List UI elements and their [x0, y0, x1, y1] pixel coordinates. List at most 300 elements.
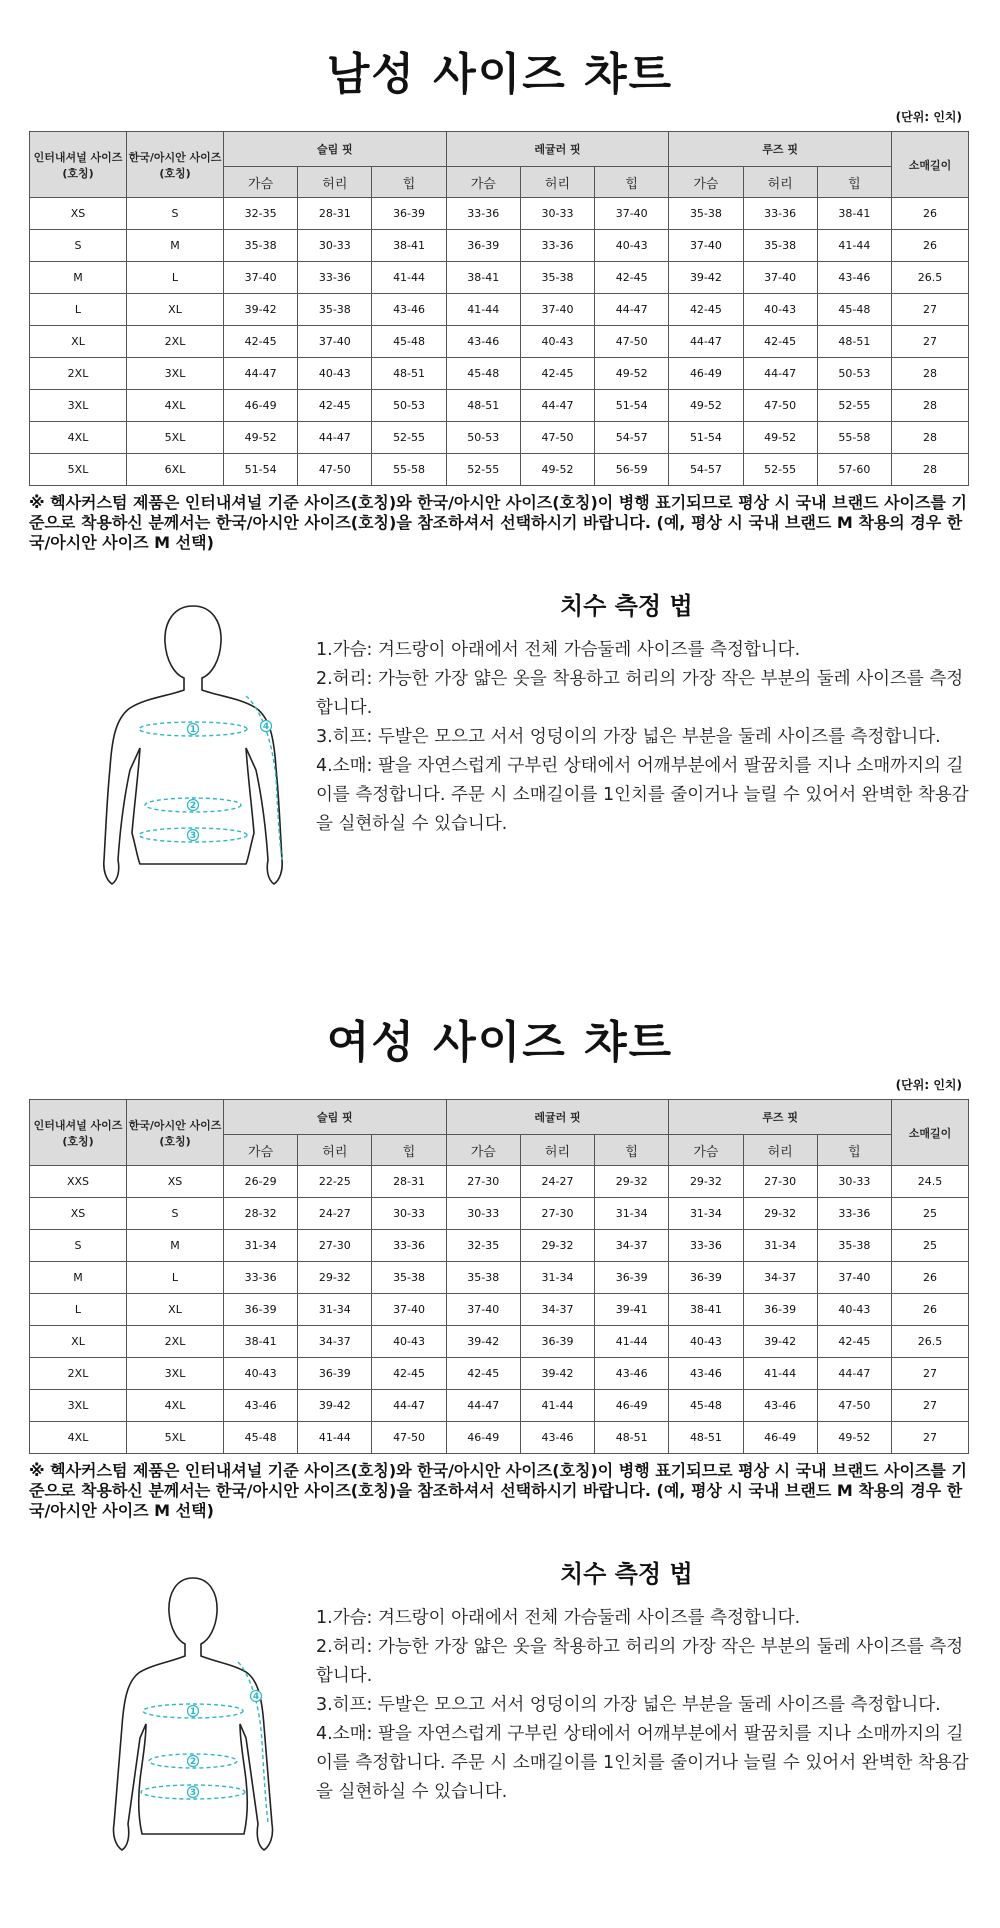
- measurement-cell: 49-52: [669, 390, 743, 422]
- measurement-cell: 38-41: [817, 198, 891, 230]
- col-hip: 힙: [372, 167, 446, 198]
- step-waist: 2.허리: 가능한 가장 얇은 옷을 착용하고 허리의 가장 작은 부분의 둘레 사이즈를 측정합니다.: [316, 669, 964, 718]
- korea-size-cell: XL: [127, 1294, 224, 1326]
- sleeve-cell: 28: [892, 358, 969, 390]
- step-waist: 2.허리: 가능한 가장 얇은 옷을 착용하고 허리의 가장 작은 부분의 둘레 사이즈를 측정합니다.: [316, 1637, 964, 1686]
- measurement-cell: 44-47: [372, 1390, 446, 1422]
- sleeve-cell: 26: [892, 1262, 969, 1294]
- step-chest: 1.가슴: 겨드랑이 아래에서 전체 가슴둘레 사이즈를 측정합니다.: [316, 1608, 801, 1628]
- step-chest: 1.가슴: 겨드랑이 아래에서 전체 가슴둘레 사이즈를 측정합니다.: [316, 640, 801, 660]
- sleeve-cell: 25: [892, 1230, 969, 1262]
- measurement-cell: 47-50: [817, 1390, 891, 1422]
- measurement-cell: 38-41: [446, 262, 520, 294]
- intl-size-cell: L: [30, 294, 127, 326]
- measurement-cell: 38-41: [372, 230, 446, 262]
- korea-size-cell: M: [127, 230, 224, 262]
- intl-size-cell: 3XL: [30, 1390, 127, 1422]
- measurement-cell: 26-29: [224, 1166, 298, 1198]
- measurement-cell: 28-31: [372, 1166, 446, 1198]
- measurement-cell: 40-43: [669, 1326, 743, 1358]
- male-body-illustration: [88, 598, 298, 888]
- measurement-cell: 43-46: [669, 1358, 743, 1390]
- chest-marker-label: 1: [189, 725, 197, 735]
- col-loose-fit: 루즈 핏: [669, 1100, 892, 1135]
- intl-size-cell: XL: [30, 1326, 127, 1358]
- measurement-cell: 33-36: [372, 1230, 446, 1262]
- sleeve-cell: 25: [892, 1198, 969, 1230]
- measurement-cell: 47-50: [743, 390, 817, 422]
- col-hip: 힙: [595, 167, 669, 198]
- women-title: 여성 사이즈 챠트: [326, 1017, 674, 1068]
- measurement-cell: 49-52: [817, 1422, 891, 1454]
- measurement-cell: 35-38: [372, 1262, 446, 1294]
- measurement-cell: 45-48: [817, 294, 891, 326]
- men-body-figure: [88, 598, 298, 888]
- step-hip: 3.히프: 두발은 모으고 서서 엉덩이의 가장 넓은 부분을 둘레 사이즈를 측정합니다.: [316, 1695, 941, 1715]
- sleeve-cell: 26: [892, 198, 969, 230]
- measurement-cell: 44-47: [520, 390, 594, 422]
- measurement-cell: 40-43: [817, 1294, 891, 1326]
- measurement-cell: 43-46: [446, 326, 520, 358]
- col-waist: 허리: [298, 1135, 372, 1166]
- measurement-cell: 35-38: [520, 262, 594, 294]
- measurement-cell: 35-38: [743, 230, 817, 262]
- measurement-cell: 44-47: [817, 1358, 891, 1390]
- col-chest: 가슴: [446, 1135, 520, 1166]
- measurement-cell: 44-47: [669, 326, 743, 358]
- measurement-cell: 47-50: [595, 326, 669, 358]
- men-unit-label: (단위: 인치): [895, 110, 962, 124]
- intl-size-cell: 4XL: [30, 1422, 127, 1454]
- intl-size-cell: XS: [30, 1198, 127, 1230]
- sleeve-marker-label: 4: [262, 722, 270, 732]
- measurement-cell: 43-46: [743, 1390, 817, 1422]
- measurement-cell: 45-48: [372, 326, 446, 358]
- measurement-cell: 35-38: [669, 198, 743, 230]
- measurement-cell: 42-45: [372, 1358, 446, 1390]
- measurement-cell: 46-49: [743, 1422, 817, 1454]
- korea-size-cell: 5XL: [127, 1422, 224, 1454]
- measurement-cell: 31-34: [298, 1294, 372, 1326]
- sleeve-cell: 27: [892, 1358, 969, 1390]
- table-row: [30, 1390, 969, 1422]
- measurement-cell: 44-47: [446, 1390, 520, 1422]
- korea-size-cell: 3XL: [127, 1358, 224, 1390]
- korea-size-cell: 4XL: [127, 390, 224, 422]
- sleeve-cell: 27: [892, 1390, 969, 1422]
- measurement-cell: 52-55: [743, 454, 817, 486]
- col-slim-fit: 슬림 핏: [224, 132, 447, 167]
- measurement-cell: 44-47: [743, 358, 817, 390]
- measurement-cell: 42-45: [669, 294, 743, 326]
- korea-size-cell: 6XL: [127, 454, 224, 486]
- measurement-cell: 40-43: [743, 294, 817, 326]
- measurement-cell: 49-52: [595, 358, 669, 390]
- measurement-cell: 28-31: [298, 198, 372, 230]
- measurement-cell: 41-44: [372, 262, 446, 294]
- measurement-cell: 40-43: [520, 326, 594, 358]
- measurement-cell: 50-53: [372, 390, 446, 422]
- col-waist: 허리: [520, 167, 594, 198]
- korea-size-cell: L: [127, 262, 224, 294]
- measurement-cell: 42-45: [743, 326, 817, 358]
- waist-marker-label: 2: [189, 1757, 197, 1767]
- measurement-cell: 55-58: [372, 454, 446, 486]
- measurement-cell: 55-58: [817, 422, 891, 454]
- measurement-cell: 41-44: [595, 1326, 669, 1358]
- step-sleeve: 4.소매: 팔을 자연스럽게 구부린 상태에서 어깨부분에서 팔꿈치를 지나 소매까지의 길이를 측정합니다. 주문 시 소매길이를 1인치를 줄이거나 늘릴 수 있어서 완벽한 착용감을 실현하실 수 있습니다.: [316, 1724, 969, 1802]
- table-row: [30, 390, 969, 422]
- measurement-cell: 36-39: [372, 198, 446, 230]
- table-row: [30, 294, 969, 326]
- measurement-cell: 41-44: [743, 1358, 817, 1390]
- measurement-cell: 37-40: [446, 1294, 520, 1326]
- measurement-cell: 35-38: [817, 1230, 891, 1262]
- korea-size-cell: XS: [127, 1166, 224, 1198]
- hip-marker-label: 3: [189, 1788, 197, 1798]
- col-hip: 힙: [817, 167, 891, 198]
- col-regular-fit: 레귤러 핏: [446, 1100, 669, 1135]
- measurement-cell: 49-52: [520, 454, 594, 486]
- measurement-cell: 37-40: [372, 1294, 446, 1326]
- korea-size-cell: 2XL: [127, 1326, 224, 1358]
- table-row: [30, 262, 969, 294]
- women-section: [0, 968, 1000, 1928]
- waist-marker-label: 2: [189, 801, 197, 811]
- women-unit-label: (단위: 인치): [895, 1078, 962, 1092]
- measurement-cell: 47-50: [520, 422, 594, 454]
- measurement-cell: 36-39: [298, 1358, 372, 1390]
- women-measure-steps: [316, 1604, 976, 1807]
- measurement-cell: 30-33: [372, 1198, 446, 1230]
- measurement-cell: 37-40: [669, 230, 743, 262]
- measurement-cell: 27-30: [743, 1166, 817, 1198]
- measurement-cell: 43-46: [520, 1422, 594, 1454]
- measurement-cell: 57-60: [817, 454, 891, 486]
- measurement-cell: 37-40: [743, 262, 817, 294]
- sleeve-cell: 26.5: [892, 262, 969, 294]
- measure-lines: [141, 1662, 268, 1822]
- women-body-figure: [88, 1566, 298, 1856]
- measurement-cell: 43-46: [224, 1390, 298, 1422]
- men-title: 남성 사이즈 챠트: [326, 49, 674, 100]
- measurement-cell: 33-36: [743, 198, 817, 230]
- col-hip: 힙: [595, 1135, 669, 1166]
- measurement-cell: 39-42: [224, 294, 298, 326]
- women-measure-title: 치수 측정 법: [560, 1560, 693, 1588]
- measurement-cell: 39-42: [520, 1358, 594, 1390]
- measure-lines: [139, 696, 282, 860]
- measurement-cell: 38-41: [669, 1294, 743, 1326]
- measurement-cell: 39-42: [743, 1326, 817, 1358]
- sleeve-cell: 27: [892, 294, 969, 326]
- measurement-cell: 27-30: [520, 1198, 594, 1230]
- measurement-cell: 42-45: [595, 262, 669, 294]
- sleeve-cell: 26.5: [892, 1326, 969, 1358]
- measurement-cell: 42-45: [298, 390, 372, 422]
- chest-marker-label: 1: [189, 1707, 197, 1717]
- measurement-cell: 54-57: [669, 454, 743, 486]
- hip-marker-label: 3: [189, 831, 197, 841]
- table-row: [30, 358, 969, 390]
- measurement-cell: 47-50: [298, 454, 372, 486]
- measurement-cell: 39-42: [669, 262, 743, 294]
- intl-size-cell: 2XL: [30, 358, 127, 390]
- measurement-cell: 39-42: [298, 1390, 372, 1422]
- measurement-cell: 43-46: [372, 294, 446, 326]
- measurement-cell: 33-36: [224, 1262, 298, 1294]
- measurement-cell: 44-47: [298, 422, 372, 454]
- measurement-cell: 41-44: [817, 230, 891, 262]
- measurement-cell: 28-32: [224, 1198, 298, 1230]
- measurement-cell: 30-33: [446, 1198, 520, 1230]
- measurement-cell: 52-55: [372, 422, 446, 454]
- measurement-cell: 29-32: [743, 1198, 817, 1230]
- measurement-cell: 43-46: [595, 1358, 669, 1390]
- table-row: [30, 1198, 969, 1230]
- measurement-cell: 51-54: [669, 422, 743, 454]
- intl-size-cell: 4XL: [30, 422, 127, 454]
- measurement-cell: 31-34: [669, 1198, 743, 1230]
- measurement-cell: 40-43: [372, 1326, 446, 1358]
- measurement-cell: 34-37: [743, 1262, 817, 1294]
- measurement-cell: 27-30: [446, 1166, 520, 1198]
- col-waist: 허리: [298, 167, 372, 198]
- sleeve-cell: 27: [892, 1422, 969, 1454]
- sleeve-cell: 27: [892, 326, 969, 358]
- col-regular-fit: 레귤러 핏: [446, 132, 669, 167]
- col-loose-fit: 루즈 핏: [669, 132, 892, 167]
- intl-size-cell: L: [30, 1294, 127, 1326]
- korea-size-cell: 2XL: [127, 326, 224, 358]
- measurement-cell: 48-51: [372, 358, 446, 390]
- measurement-cell: 50-53: [446, 422, 520, 454]
- measurement-cell: 29-32: [595, 1166, 669, 1198]
- korea-size-cell: S: [127, 198, 224, 230]
- measurement-cell: 40-43: [224, 1358, 298, 1390]
- sleeve-cell: 24.5: [892, 1166, 969, 1198]
- measurement-cell: 44-47: [595, 294, 669, 326]
- men-measure-steps: [316, 636, 976, 839]
- measurement-cell: 32-35: [446, 1230, 520, 1262]
- measurement-cell: 41-44: [298, 1422, 372, 1454]
- measurement-cell: 27-30: [298, 1230, 372, 1262]
- measurement-cell: 29-32: [669, 1166, 743, 1198]
- measurement-cell: 34-37: [520, 1294, 594, 1326]
- measurement-cell: 35-38: [224, 230, 298, 262]
- men-measure-title: 치수 측정 법: [560, 592, 693, 620]
- table-row: [30, 326, 969, 358]
- measurement-cell: 30-33: [817, 1166, 891, 1198]
- col-waist: 허리: [743, 1135, 817, 1166]
- col-sleeve-length: 소매길이: [892, 132, 969, 198]
- col-chest: 가슴: [224, 1135, 298, 1166]
- col-chest: 가슴: [669, 167, 743, 198]
- measurement-cell: 36-39: [446, 230, 520, 262]
- korea-size-cell: M: [127, 1230, 224, 1262]
- korea-size-cell: L: [127, 1262, 224, 1294]
- measurement-cell: 54-57: [595, 422, 669, 454]
- measurement-cell: 51-54: [595, 390, 669, 422]
- col-waist: 허리: [743, 167, 817, 198]
- women-size-table: [29, 1099, 969, 1454]
- measurement-cell: 49-52: [743, 422, 817, 454]
- measurement-cell: 33-36: [298, 262, 372, 294]
- measurement-cell: 36-39: [224, 1294, 298, 1326]
- measurement-cell: 29-32: [520, 1230, 594, 1262]
- measurement-cell: 36-39: [743, 1294, 817, 1326]
- sleeve-cell: 26: [892, 1294, 969, 1326]
- col-intl-size: 인터내셔널 사이즈(호칭): [30, 132, 127, 198]
- measurement-cell: 33-36: [669, 1230, 743, 1262]
- col-slim-fit: 슬림 핏: [224, 1100, 447, 1135]
- intl-size-cell: XL: [30, 326, 127, 358]
- measurement-cell: 40-43: [595, 230, 669, 262]
- women-size-note: ※ 헥사커스텀 제품은 인터내셔널 기준 사이즈(호칭)와 한국/아시안 사이즈(호칭)이 병행 표기되므로 평상 시 국내 브랜드 사이즈를 기준으로 착용하신 분께서는 한국/아시안 사이즈(호칭)을 참조하셔서 선택하시기 바랍니다. (예, 평상 시 국내 브랜드 M 착용의 경우 한국/아시안 사이즈 M 선택): [29, 1461, 967, 1520]
- korea-size-cell: S: [127, 1198, 224, 1230]
- measurement-cell: 31-34: [224, 1230, 298, 1262]
- step-hip: 3.히프: 두발은 모으고 서서 엉덩이의 가장 넓은 부분을 둘레 사이즈를 측정합니다.: [316, 727, 941, 747]
- measurement-cell: 50-53: [817, 358, 891, 390]
- measurement-cell: 33-36: [520, 230, 594, 262]
- measurement-cell: 45-48: [446, 358, 520, 390]
- measurement-cell: 36-39: [520, 1326, 594, 1358]
- table-row: [30, 422, 969, 454]
- measurement-cell: 51-54: [224, 454, 298, 486]
- measurement-cell: 40-43: [298, 358, 372, 390]
- measurement-cell: 47-50: [372, 1422, 446, 1454]
- korea-size-cell: 4XL: [127, 1390, 224, 1422]
- measurement-cell: 22-25: [298, 1166, 372, 1198]
- measurement-cell: 34-37: [595, 1230, 669, 1262]
- sleeve-marker-label: 4: [252, 1692, 260, 1702]
- col-intl-size: 인터내셔널 사이즈(호칭): [30, 1100, 127, 1166]
- intl-size-cell: M: [30, 1262, 127, 1294]
- measurement-cell: 34-37: [298, 1326, 372, 1358]
- measurement-cell: 41-44: [520, 1390, 594, 1422]
- korea-size-cell: XL: [127, 294, 224, 326]
- measurement-cell: 48-51: [669, 1422, 743, 1454]
- sleeve-cell: 26: [892, 230, 969, 262]
- table-row: [30, 198, 969, 230]
- measurement-cell: 37-40: [817, 1262, 891, 1294]
- measurement-cell: 39-42: [446, 1326, 520, 1358]
- measurement-cell: 43-46: [817, 262, 891, 294]
- measurement-cell: 39-41: [595, 1294, 669, 1326]
- table-row: [30, 454, 969, 486]
- intl-size-cell: M: [30, 262, 127, 294]
- men-section: [0, 0, 1000, 960]
- sleeve-measure-line: [238, 1662, 268, 1822]
- measurement-cell: 48-51: [446, 390, 520, 422]
- measurement-cell: 45-48: [669, 1390, 743, 1422]
- col-korea-size: 한국/아시안 사이즈(호칭): [127, 132, 224, 198]
- korea-size-cell: 5XL: [127, 422, 224, 454]
- measurement-cell: 46-49: [224, 390, 298, 422]
- measurement-cell: 37-40: [595, 198, 669, 230]
- measurement-cell: 30-33: [298, 230, 372, 262]
- intl-size-cell: S: [30, 1230, 127, 1262]
- measurement-cell: 46-49: [595, 1390, 669, 1422]
- female-body-illustration: [88, 1566, 298, 1856]
- measurement-cell: 48-51: [595, 1422, 669, 1454]
- measurement-cell: 33-36: [817, 1198, 891, 1230]
- measurement-cell: 48-51: [817, 326, 891, 358]
- measurement-cell: 31-34: [520, 1262, 594, 1294]
- measurement-cell: 37-40: [224, 262, 298, 294]
- measurement-cell: 41-44: [446, 294, 520, 326]
- measurement-cell: 46-49: [669, 358, 743, 390]
- table-row: [30, 1262, 969, 1294]
- measurement-cell: 36-39: [669, 1262, 743, 1294]
- col-hip: 힙: [817, 1135, 891, 1166]
- measurement-cell: 37-40: [298, 326, 372, 358]
- measurement-cell: 32-35: [224, 198, 298, 230]
- table-row: [30, 1358, 969, 1390]
- col-chest: 가슴: [224, 167, 298, 198]
- men-size-note: ※ 헥사커스텀 제품은 인터내셔널 기준 사이즈(호칭)와 한국/아시안 사이즈(호칭)이 병행 표기되므로 평상 시 국내 브랜드 사이즈를 기준으로 착용하신 분께서는 한국/아시안 사이즈(호칭)을 참조하셔서 선택하시기 바랍니다. (예, 평상 시 국내 브랜드 M 착용의 경우 한국/아시안 사이즈 M 선택): [29, 493, 967, 552]
- table-row: [30, 1422, 969, 1454]
- measurement-cell: 31-34: [743, 1230, 817, 1262]
- col-korea-size: 한국/아시안 사이즈(호칭): [127, 1100, 224, 1166]
- table-row: [30, 1294, 969, 1326]
- measurement-cell: 29-32: [298, 1262, 372, 1294]
- measurement-cell: 30-33: [520, 198, 594, 230]
- korea-size-cell: 3XL: [127, 358, 224, 390]
- measurement-cell: 35-38: [446, 1262, 520, 1294]
- sleeve-cell: 28: [892, 390, 969, 422]
- table-row: [30, 1230, 969, 1262]
- measurement-cell: 44-47: [224, 358, 298, 390]
- intl-size-cell: XXS: [30, 1166, 127, 1198]
- measurement-cell: 35-38: [298, 294, 372, 326]
- table-row: [30, 230, 969, 262]
- measurement-cell: 56-59: [595, 454, 669, 486]
- measurement-cell: 31-34: [595, 1198, 669, 1230]
- table-row: [30, 1326, 969, 1358]
- intl-size-cell: 3XL: [30, 390, 127, 422]
- male-body-outline: [104, 606, 282, 884]
- step-sleeve: 4.소매: 팔을 자연스럽게 구부린 상태에서 어깨부분에서 팔꿈치를 지나 소매까지의 길이를 측정합니다. 주문 시 소매길이를 1인치를 줄이거나 늘릴 수 있어서 완벽한 착용감을 실현하실 수 있습니다.: [316, 756, 969, 834]
- col-chest: 가슴: [669, 1135, 743, 1166]
- measurement-cell: 52-55: [446, 454, 520, 486]
- measurement-cell: 38-41: [224, 1326, 298, 1358]
- intl-size-cell: 5XL: [30, 454, 127, 486]
- measurement-cell: 42-45: [520, 358, 594, 390]
- measurement-cell: 24-27: [520, 1166, 594, 1198]
- sleeve-cell: 28: [892, 454, 969, 486]
- measurement-cell: 42-45: [446, 1358, 520, 1390]
- men-size-table: [29, 131, 969, 486]
- measurement-cell: 46-49: [446, 1422, 520, 1454]
- sleeve-cell: 28: [892, 422, 969, 454]
- measurement-cell: 33-36: [446, 198, 520, 230]
- measurement-cell: 52-55: [817, 390, 891, 422]
- col-hip: 힙: [372, 1135, 446, 1166]
- measurement-cell: 45-48: [224, 1422, 298, 1454]
- intl-size-cell: 2XL: [30, 1358, 127, 1390]
- table-row: [30, 1166, 969, 1198]
- measurement-cell: 24-27: [298, 1198, 372, 1230]
- col-chest: 가슴: [446, 167, 520, 198]
- col-sleeve-length: 소매길이: [892, 1100, 969, 1166]
- intl-size-cell: XS: [30, 198, 127, 230]
- intl-size-cell: S: [30, 230, 127, 262]
- measurement-cell: 36-39: [595, 1262, 669, 1294]
- col-waist: 허리: [520, 1135, 594, 1166]
- measurement-cell: 49-52: [224, 422, 298, 454]
- measurement-cell: 37-40: [520, 294, 594, 326]
